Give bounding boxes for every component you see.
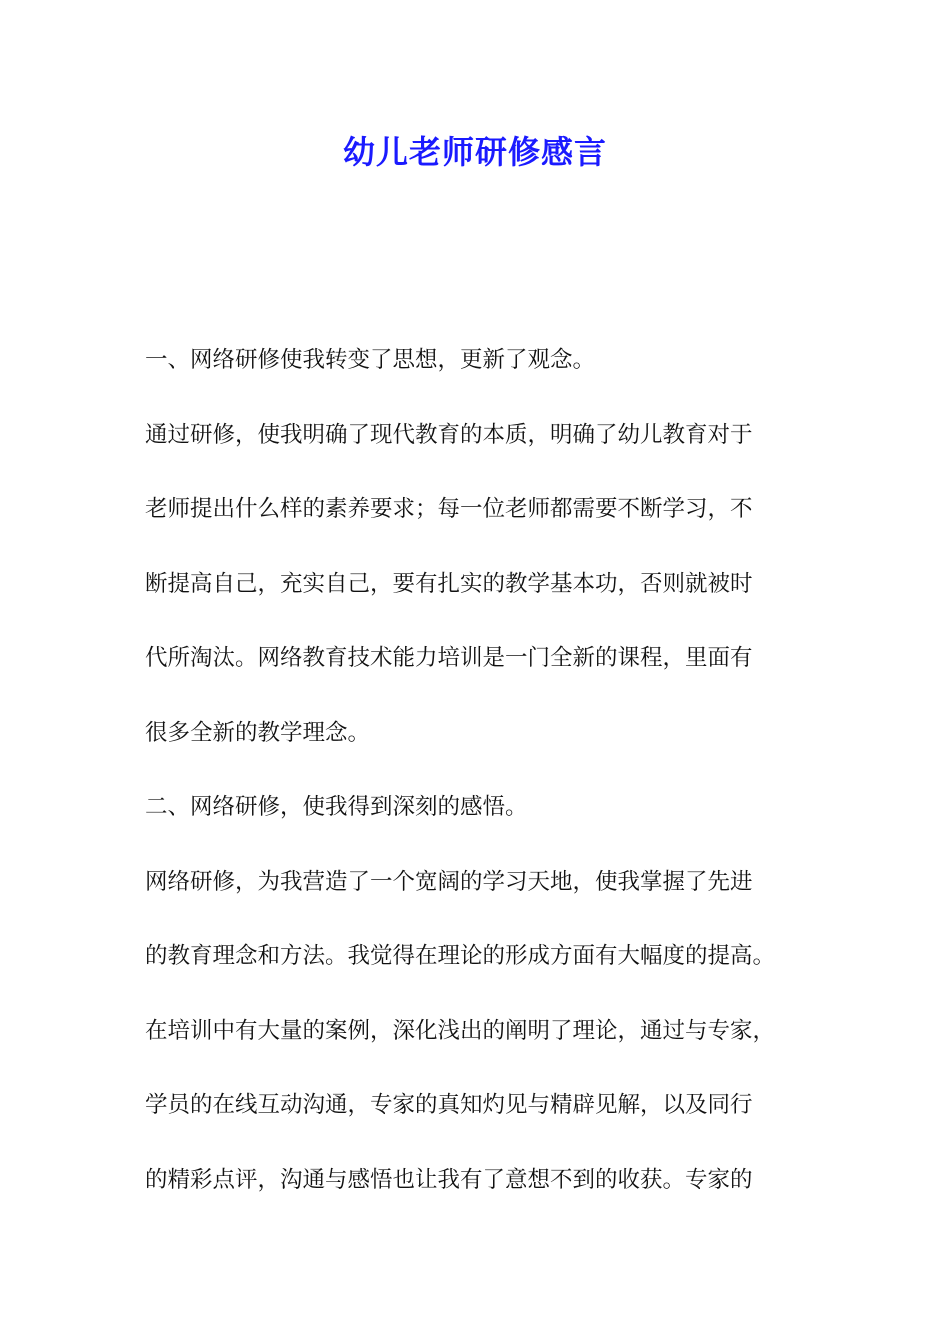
- body-line: 断提高自己，充实自己，要有扎实的教学基本功，否则就被时: [145, 570, 753, 597]
- document-body: [145, 336, 825, 1230]
- body-line: 学员的在线互动沟通，专家的真知灼见与精辟见解，以及同行: [145, 1092, 753, 1118]
- body-line: 网络研修，为我营造了一个宽阔的学习天地，使我掌握了先进: [145, 868, 753, 895]
- body-line: 一、网络研修使我转变了思想，更新了观念。: [145, 347, 596, 373]
- body-line: 的精彩点评，沟通与感悟也让我有了意想不到的收获。专家的: [145, 1166, 753, 1193]
- body-line: 在培训中有大量的案例，深化浅出的阐明了理论，通过与专家，: [145, 1017, 776, 1044]
- body-line: 二、网络研修，使我得到深刻的感悟。: [145, 794, 528, 820]
- body-line: 代所淘汰。网络教育技术能力培训是一门全新的课程，里面有: [145, 645, 753, 671]
- body-line: 老师提出什么样的素养要求；每一位老师都需要不断学习，不: [145, 496, 753, 522]
- body-line: 的教育理念和方法。我觉得在理论的形成方面有大幅度的提高。: [145, 943, 776, 969]
- body-line: 很多全新的教学理念。: [145, 719, 371, 746]
- body-line: 通过研修，使我明确了现代教育的本质，明确了幼儿教育对于: [145, 421, 753, 448]
- document-title: 幼儿老师研修感言: [342, 133, 607, 171]
